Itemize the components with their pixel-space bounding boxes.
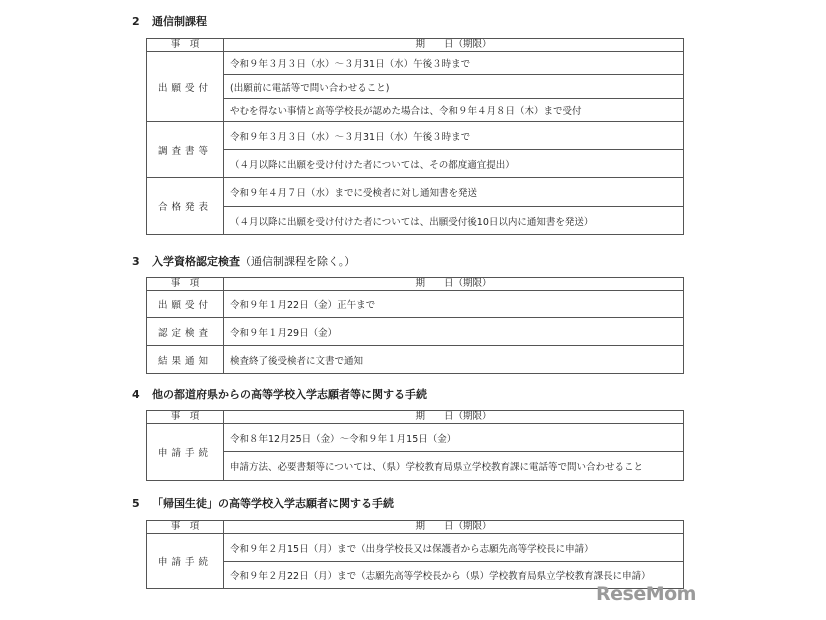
schedule-table-5 bbox=[146, 520, 684, 589]
table-row bbox=[147, 318, 684, 346]
table-row bbox=[147, 534, 684, 589]
row-label: 合格発表 bbox=[147, 178, 224, 235]
schedule-table-4 bbox=[146, 410, 684, 481]
header-item: 事 項 bbox=[147, 39, 224, 52]
date-line: 検査終了後受検者に文書で通知 bbox=[224, 346, 684, 374]
section-title-5 bbox=[132, 495, 394, 511]
row-label: 認定検査 bbox=[147, 318, 224, 346]
table-row bbox=[147, 291, 684, 318]
section-title-3 bbox=[132, 253, 355, 269]
row-dates bbox=[224, 178, 684, 235]
table-row bbox=[147, 424, 684, 481]
section-number: 3 bbox=[132, 255, 140, 268]
table-row bbox=[147, 178, 684, 235]
header-item: 事 項 bbox=[147, 521, 224, 534]
header-item: 事 項 bbox=[147, 411, 224, 424]
schedule-table-2 bbox=[146, 38, 684, 235]
date-line: 令和９年３月３日（水）～３月31日（水）午後３時まで bbox=[224, 122, 683, 150]
row-label: 結果通知 bbox=[147, 346, 224, 374]
table-header-row bbox=[147, 411, 684, 424]
date-line: (出願前に電話等で問い合わせること) bbox=[224, 75, 683, 99]
row-label: 申請手続 bbox=[147, 424, 224, 481]
schedule-table-3 bbox=[146, 277, 684, 374]
date-line: 令和８年12月25日（金）～令和９年１月15日（金） bbox=[224, 424, 683, 452]
section-heading: 他の都道府県からの高等学校入学志願者等に関する手続 bbox=[152, 388, 427, 401]
header-date: 期 日（期限） bbox=[224, 39, 684, 52]
section-number: 4 bbox=[132, 388, 140, 401]
section-number: 2 bbox=[132, 15, 140, 28]
row-label: 出願受付 bbox=[147, 52, 224, 122]
table-row bbox=[147, 52, 684, 122]
date-line: 令和９年１月22日（金）正午まで bbox=[224, 291, 684, 318]
section-title-4 bbox=[132, 386, 427, 402]
row-dates bbox=[224, 52, 684, 122]
header-date: 期 日（期限） bbox=[224, 411, 684, 424]
date-line: （４月以降に出願を受け付けた者については、その都度適宜提出） bbox=[230, 159, 515, 171]
date-line: やむを得ない事情と高等学校長が認めた場合は、令和９年４月８日（木）まで受付 bbox=[230, 106, 582, 117]
header-date: 期 日（期限） bbox=[224, 278, 684, 291]
table-header-row bbox=[147, 39, 684, 52]
row-label: 申請手続 bbox=[147, 534, 224, 589]
date-line: 令和９年４月７日（水）までに受検者に対し通知書を発送 bbox=[224, 178, 683, 207]
table-row bbox=[147, 346, 684, 374]
row-label: 出願受付 bbox=[147, 291, 224, 318]
date-line: 令和９年２月22日（月）まで（志願先高等学校長から（県）学校教育局県立学校教育課長に申請） bbox=[230, 571, 651, 582]
row-dates bbox=[224, 534, 684, 589]
date-line: 令和９年１月29日（金） bbox=[224, 318, 684, 346]
header-item: 事 項 bbox=[147, 278, 224, 291]
row-dates bbox=[224, 122, 684, 178]
row-dates bbox=[224, 424, 684, 481]
table-row bbox=[147, 122, 684, 178]
date-line: 申請方法、必要書類等については、（県）学校教育局県立学校教育課に電話等で問い合わせること bbox=[230, 462, 644, 473]
section-heading: 入学資格認定検査 bbox=[152, 255, 240, 268]
row-label: 調査書等 bbox=[147, 122, 224, 178]
section-heading: 通信制課程 bbox=[152, 15, 207, 28]
section-number: 5 bbox=[132, 497, 140, 510]
section-title-2 bbox=[132, 13, 207, 29]
resemom-logo: ReseMom bbox=[596, 583, 696, 605]
date-line: 令和９年２月15日（月）まで（出身学校長又は保護者から志願先高等学校長に申請） bbox=[224, 534, 683, 562]
table-header-row bbox=[147, 278, 684, 291]
table-header-row bbox=[147, 521, 684, 534]
section-note: （通信制課程を除く。） bbox=[240, 255, 356, 268]
date-line: （４月以降に出願を受け付けた者については、出願受付後10日以内に通知書を発送） bbox=[230, 216, 594, 228]
section-heading: 「帰国生徒」の高等学校入学志願者に関する手続 bbox=[152, 497, 394, 510]
header-date: 期 日（期限） bbox=[224, 521, 684, 534]
date-line: 令和９年３月３日（水）～３月31日（水）午後３時まで bbox=[224, 52, 683, 75]
